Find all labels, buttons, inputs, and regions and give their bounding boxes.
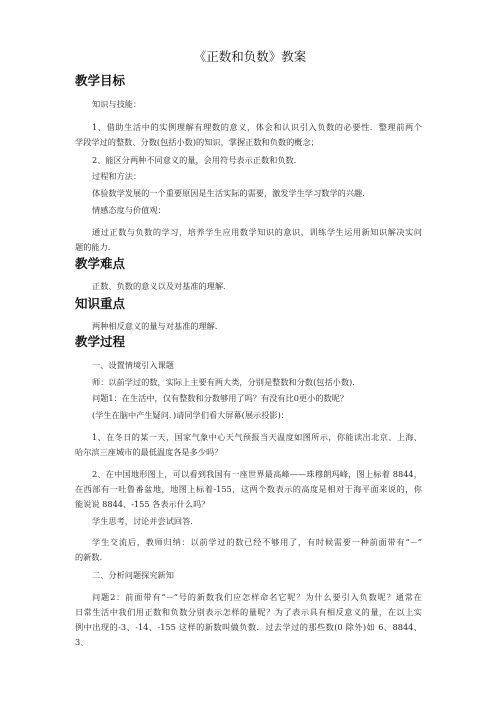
- section-heading-key-points: 知识重点: [75, 296, 126, 311]
- paragraph-line: 在西部有一吐鲁番盆地，地图上标着-155，这两个数表示的高度是相对于海平面来说的，你: [75, 484, 422, 494]
- paragraph-line: 2、能区分两种不同意义的量，会用符号表示正数和负数．: [92, 155, 302, 165]
- paragraph-line: 学段学过的整数、分数(包括小数)的知识，掌握正数和负数的概念；: [75, 137, 319, 147]
- paragraph-line: 通过正数与负数的学习，培养学生应用数学知识的意识，训练学生运用新知识解决实问: [92, 227, 422, 237]
- paragraph-line: 日常生活中我们用正数和负数分别表示怎样的量呢？为了表示具有相反意义的量，在以上实: [75, 607, 422, 617]
- paragraph-line: 例中出现的-3、-14、-155 这样的新数叫做负数．过去学过的那些数(0 除外)如 6、8844、: [75, 622, 422, 632]
- paragraph-line: (学生在脑中产生疑问．)请同学们看大屏幕(展示投影)：: [92, 410, 289, 420]
- paragraph-line: 师：以前学过的数，实际上主要有两大类，分别是整数和分数(包括小数)．: [92, 377, 361, 387]
- paragraph-line: 知识与技能：: [92, 99, 142, 109]
- paragraph-line: 1、在冬日的某一天，国家气象中心天气预报当天温度如图所示，你能读出北京、上海、: [92, 432, 422, 442]
- paragraph-line: 哈尔滨三座城市的最低温度各是多少吗？: [75, 447, 223, 457]
- paragraph-line: 问题1：在生活中，仅有整数和分数够用了吗？有没有比0更小的数呢？: [92, 393, 349, 403]
- paragraph-line: 学生交流后，教师归纳：以前学过的数已经不够用了，有时候需要一种前面带有“－”: [92, 537, 422, 547]
- document-title: 《正数和负数》教案: [193, 49, 307, 64]
- paragraph-line: 两种相反意义的量与对基准的理解．: [92, 321, 224, 331]
- paragraph-line: 的新数．: [75, 552, 108, 562]
- paragraph-line: 过程和方法：: [92, 171, 142, 181]
- paragraph-line: 3、: [75, 637, 89, 647]
- paragraph-line: 题的能力．: [75, 242, 116, 252]
- paragraph-line: 一、设置情境引入课题: [92, 360, 174, 370]
- paragraph-line: 问题2：前面带有“－”号的新数我们应怎样命名它呢？为什么要引入负数呢？通常在: [92, 592, 422, 602]
- section-heading-difficulties: 教学难点: [75, 256, 126, 271]
- section-heading-goals: 教学目标: [75, 73, 126, 88]
- paragraph-line: 情感态度与价值观：: [92, 205, 166, 215]
- paragraph-line: 能说说 8844、-155 各表示什么吗？: [75, 499, 210, 509]
- paragraph-line: 1、借助生活中的实例理解有理数的意义，体会和认识引入负数的必要性．整理前两个: [92, 122, 422, 132]
- paragraph-line: 学生思考，讨论并尝试回答．: [92, 516, 199, 526]
- paragraph-line: 二、分析问题探究新知: [92, 570, 174, 580]
- paragraph-line: 2、在中国地形图上，可以看到我国有一座世界最高峰——珠穆朗玛峰，图上标着 8844，: [92, 469, 422, 479]
- paragraph-line: 正数、负数的意义以及对基准的理解．: [92, 281, 232, 291]
- paragraph-line: 体验数学发展的一个重要原因是生活实际的需要，激发学生学习数学的兴趣．: [92, 188, 371, 198]
- section-heading-process: 教学过程: [75, 334, 126, 349]
